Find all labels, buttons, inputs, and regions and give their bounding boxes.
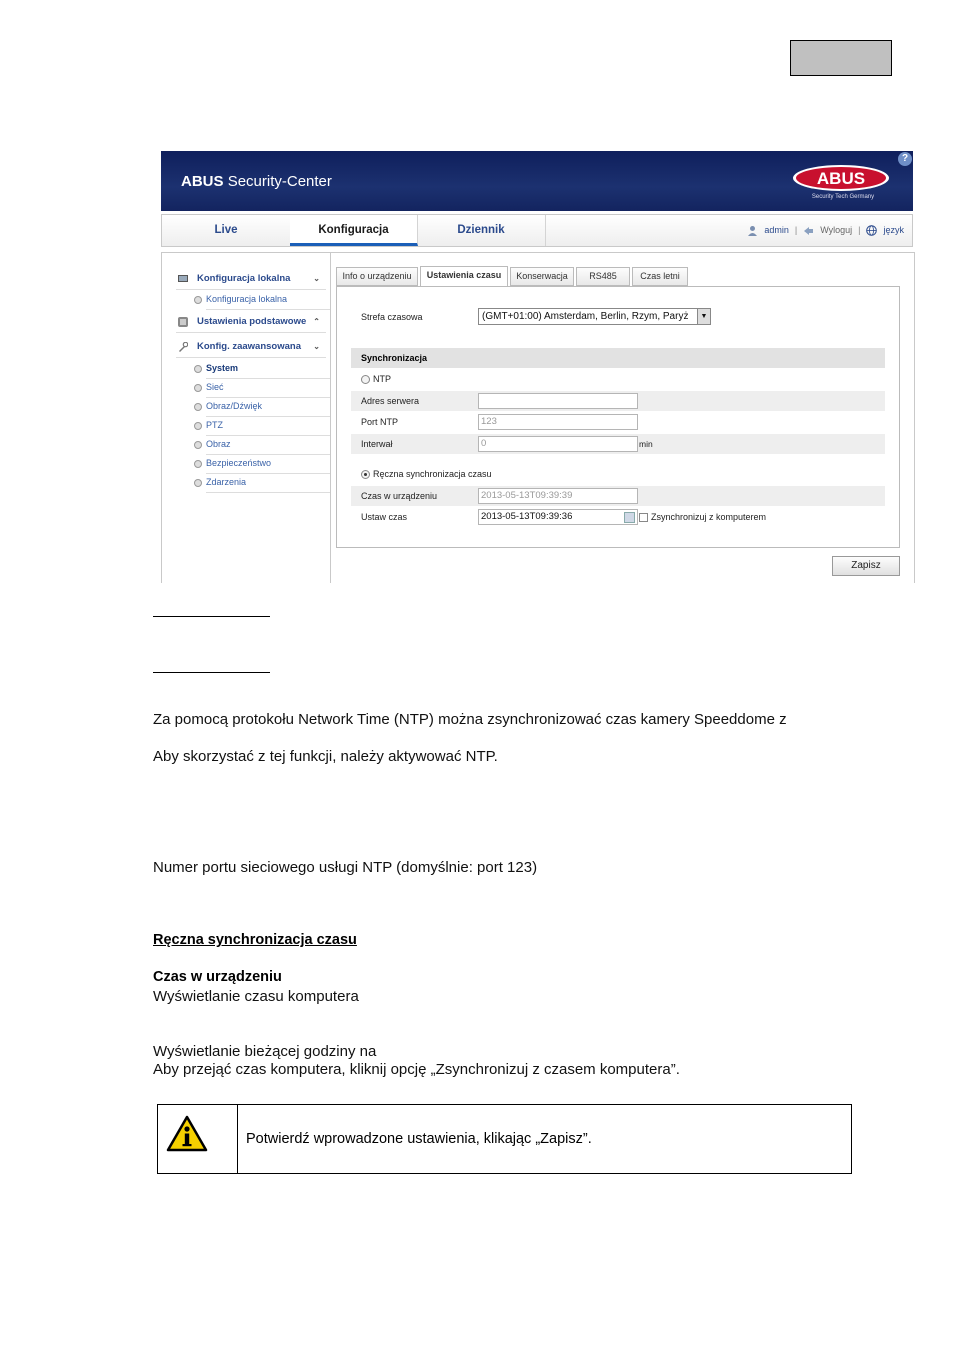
ntp-radio[interactable] [361, 375, 370, 384]
disk-icon [178, 317, 188, 327]
chevron-down-icon: ⌄ [313, 342, 320, 351]
bullet-icon [194, 422, 202, 430]
svg-text:ABUS: ABUS [816, 169, 866, 188]
ntp-port-input[interactable]: 123 [478, 414, 638, 430]
sync-pc-checkbox[interactable] [639, 513, 648, 522]
abus-logo [791, 161, 895, 203]
note-text: Potwierdź wprowadzone ustawienia, klikając „Zapisz”. [246, 1131, 592, 1147]
timezone-value: (GMT+01:00) Amsterdam, Berlin, Rzym, Paryż [482, 311, 689, 322]
underline-placeholder [153, 672, 270, 673]
section-title-manual-sync: Ręczna synchronizacja czasu [153, 932, 357, 948]
sidebar-item-ptz[interactable] [206, 416, 330, 436]
tab-rs485[interactable]: RS485 [576, 267, 630, 286]
calendar-icon[interactable] [624, 512, 635, 523]
sidebar-item-image[interactable] [206, 435, 330, 455]
language-link[interactable]: język [883, 225, 904, 235]
tab-device-info[interactable]: Info o urządzeniu [336, 267, 418, 286]
bullet-icon [194, 403, 202, 411]
paragraph-ntp-intro: Za pomocą protokołu Network Time (NTP) można zsynchronizować czas kamery Speeddome z [153, 711, 787, 728]
time-settings-form [336, 286, 900, 548]
port-label: Port NTP [361, 417, 399, 427]
settings-panel [336, 266, 898, 548]
server-row [351, 391, 885, 411]
server-address-input[interactable] [478, 393, 638, 409]
sidebar-item-local-config[interactable] [206, 290, 330, 310]
bullet-icon [194, 365, 202, 373]
bullet-icon [194, 479, 202, 487]
sidebar-item-label: Obraz [206, 439, 231, 449]
device-time-desc: Wyświetlanie czasu komputera [153, 988, 359, 1005]
interval-unit: min [639, 439, 653, 449]
header-banner [161, 151, 913, 211]
interval-input[interactable]: 0 [478, 436, 638, 452]
interval-row [351, 434, 885, 454]
chevron-down-icon: ⌄ [313, 274, 320, 283]
web-ui-screenshot [161, 151, 913, 582]
current-time-desc: Wyświetlanie bieżącej godziny na [153, 1043, 377, 1060]
set-time-input[interactable] [478, 509, 638, 525]
device-time-title: Czas w urządzeniu [153, 969, 282, 985]
brand-name: ABUS [181, 173, 224, 190]
sidebar-advanced-config[interactable] [176, 337, 326, 358]
sidebar-item-label: Konfiguracja lokalna [206, 294, 288, 304]
sidebar-item-label: System [206, 363, 239, 373]
save-button[interactable]: Zapisz [832, 556, 900, 576]
bullet-icon [194, 460, 202, 468]
sidebar-item-system[interactable] [206, 359, 330, 379]
page-number-box [790, 40, 892, 76]
ntp-row [351, 369, 885, 389]
settings-tabs [336, 266, 898, 286]
app-title-text: Security-Center [227, 173, 332, 190]
bullet-icon [194, 296, 202, 304]
warning-info-icon [166, 1115, 208, 1153]
chevron-up-icon: ⌃ [313, 317, 320, 326]
timezone-select[interactable] [478, 308, 711, 325]
content-frame [161, 252, 915, 583]
tab-konfiguracja[interactable]: Konfiguracja [290, 215, 418, 246]
tab-maintenance[interactable]: Konserwacja [510, 267, 574, 286]
sidebar-item-label: Obraz/Dźwięk [206, 401, 263, 411]
sidebar-item-network[interactable] [206, 378, 330, 398]
sidebar-basic-settings-label: Ustawienia podstawowe [197, 316, 307, 327]
sync-header-label: Synchronizacja [361, 353, 428, 363]
tab-dziennik[interactable]: Dziennik [417, 215, 546, 246]
manual-row [351, 464, 885, 484]
sidebar-item-label: Zdarzenia [206, 477, 247, 487]
sidebar-item-label: PTZ [206, 420, 223, 430]
user-icon [747, 225, 758, 236]
take-pc-time-desc: Aby przejąć czas komputera, kliknij opcję „Zsynchronizuj z czasem komputera”. [153, 1061, 680, 1078]
note-divider [237, 1105, 238, 1173]
help-icon[interactable]: ? [898, 152, 912, 166]
set-time-row [351, 507, 885, 527]
set-time-label: Ustaw czas [361, 512, 408, 522]
interval-label: Interwał [361, 439, 393, 449]
logout-icon [803, 225, 814, 236]
sidebar [162, 253, 331, 583]
device-time-row [351, 486, 885, 506]
sidebar-item-label: Bezpieczeństwo [206, 458, 272, 468]
svg-text:Security Tech Germany: Security Tech Germany [811, 194, 875, 200]
ntp-label: NTP [373, 374, 391, 384]
device-time-label: Czas w urządzeniu [361, 491, 438, 501]
wrench-icon [178, 342, 188, 352]
dropdown-arrow-icon: ▼ [697, 309, 710, 324]
manual-sync-label: Ręczna synchronizacja czasu [373, 469, 492, 479]
sync-header [351, 348, 885, 368]
server-label: Adres serwera [361, 396, 420, 406]
globe-icon [866, 225, 877, 236]
paragraph-ntp-port: Numer portu sieciowego usługi NTP (domyślnie: port 123) [153, 859, 538, 876]
underline-placeholder [153, 616, 270, 617]
main-nav [161, 214, 913, 247]
user-name[interactable]: admin [764, 225, 789, 235]
timezone-label: Strefa czasowa [361, 312, 423, 322]
user-menu: admin | Wyloguj | język [747, 215, 904, 246]
sidebar-item-events[interactable] [206, 473, 330, 493]
bullet-icon [194, 441, 202, 449]
tab-dst[interactable]: Czas letni [632, 267, 688, 286]
sidebar-item-label: Sieć [206, 382, 224, 392]
paragraph-ntp-enable: Aby skorzystać z tej funkcji, należy aktywować NTP. [153, 748, 498, 765]
bullet-icon [194, 384, 202, 392]
sidebar-item-security[interactable] [206, 454, 330, 474]
monitor-icon [178, 274, 188, 284]
port-row [351, 412, 885, 432]
sidebar-advanced-config-label: Konfig. zaawansowana [197, 341, 301, 352]
sidebar-item-video-audio[interactable] [206, 397, 330, 417]
set-time-value: 2013-05-13T09:39:36 [481, 511, 573, 522]
manual-sync-radio[interactable] [361, 470, 370, 479]
note-box [157, 1104, 852, 1174]
logout-link[interactable]: Wyloguj [820, 225, 853, 235]
sidebar-local-config-label: Konfiguracja lokalna [197, 273, 291, 284]
timezone-row [351, 307, 885, 327]
sidebar-local-config[interactable] [176, 269, 326, 290]
sync-pc-label: Zsynchronizuj z komputerem [651, 512, 767, 522]
tab-live[interactable]: Live [162, 215, 291, 246]
sidebar-basic-settings[interactable] [176, 312, 326, 333]
device-time-field: 2013-05-13T09:39:39 [478, 488, 638, 504]
tab-time-settings[interactable]: Ustawienia czasu [420, 266, 508, 287]
app-title [181, 173, 332, 190]
